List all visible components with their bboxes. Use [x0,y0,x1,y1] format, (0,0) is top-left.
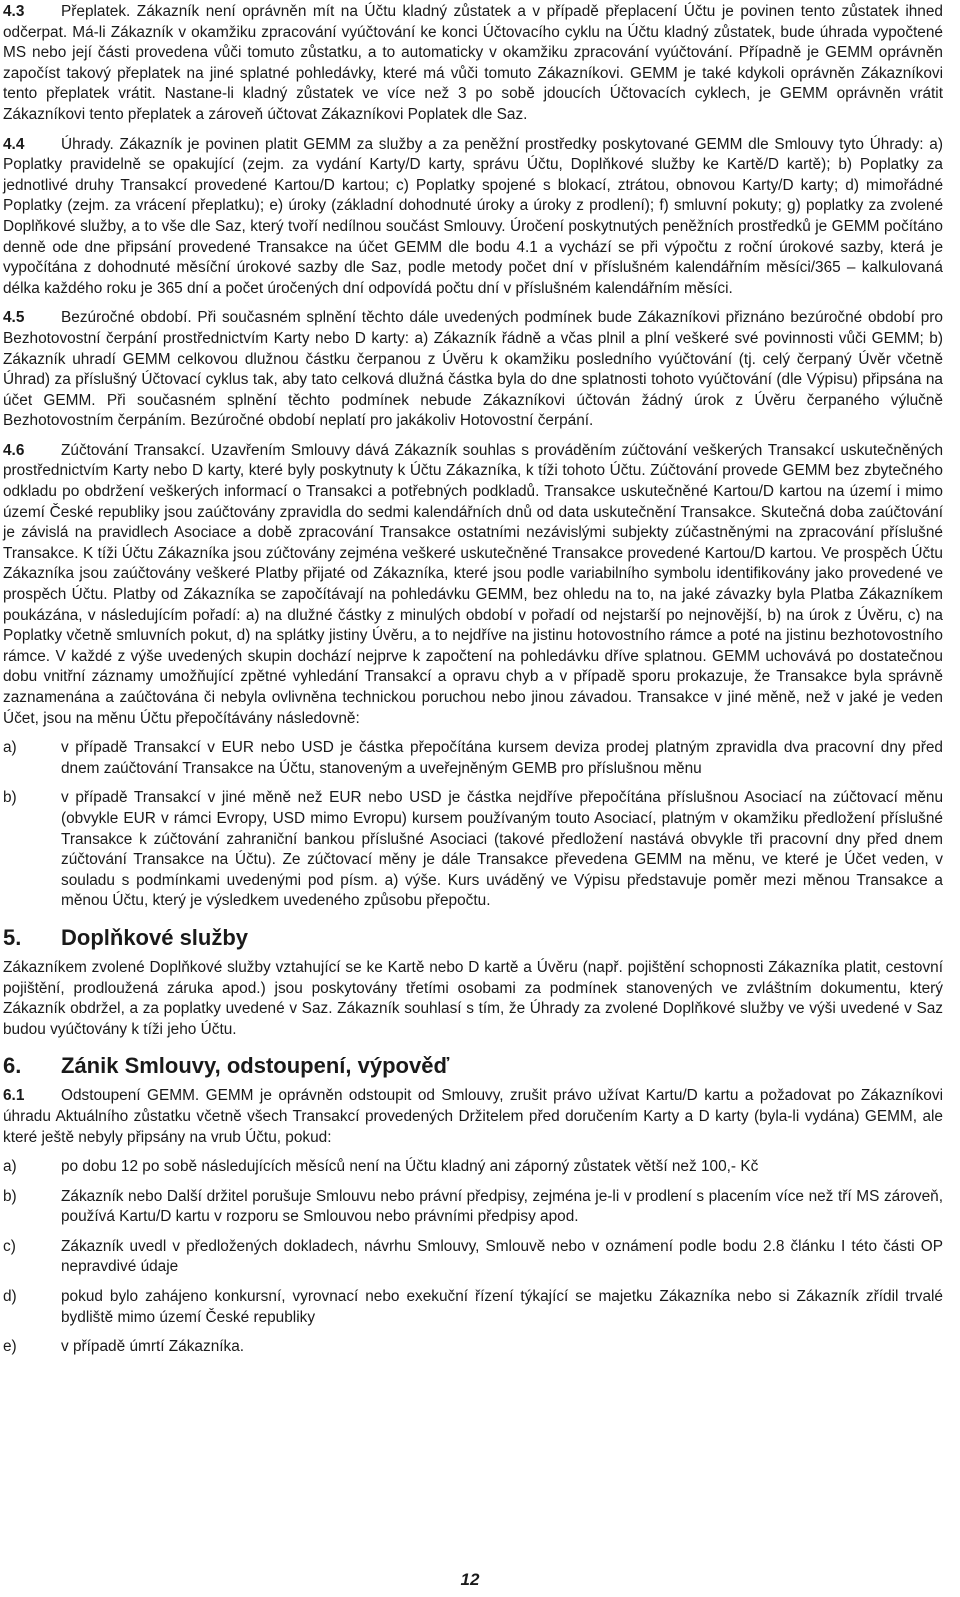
section-text: Odstoupení GEMM. GEMM je oprávněn odstoupit od Smlouvy, zrušit právo užívat Kartu/D kartu a požadovat po Zákazníkovi úhradu Aktuálního zůstatku včetně všech Transakcí provedených Držitelem před doručením Karty a D karty (byla-li vydána) GEMM, ale které ještě nebyly připsány na vrub Účtu, pokud: [3,1087,943,1146]
section-heading-5 [3,924,943,952]
heading-number: 5. [3,924,22,950]
heading-title: Zánik Smlouvy, odstoupení, výpověď [61,1053,450,1079]
list-item [3,1187,943,1228]
list-item [3,1157,943,1178]
list-label: d) [3,1288,17,1306]
list-item [3,738,943,779]
section-text: Zúčtování Transakcí. Uzavřením Smlouvy dává Zákazník souhlas s prováděním zúčtování veškerých Transakcí uskutečněných prostřednictvím Karty nebo D karty, které byly poskytnuty k Účtu Zákazníka, k tíži tohoto Účtu. Zúčtování provede GEMM bez zbytečného odkladu po obdržení veškerých informací o Transakci a potřebných podkladů. Transakce uskutečněné Kartou/D kartou na území i mimo území České republiky jsou zaúčtovány zpravidla do sedmi kalendářních dnů od data uskutečnění Transakce. Skutečná doba zaúčtování je závislá na pravidlech Asociace a době zpracování Transakce ostatními nezávislými subjekty zúčastněnými na zpracování příslušné Transakce. K tíži Účtu Zákazníka jsou zúčtovány zejména veškeré uskutečněné Transakce provedené Kartou/D kartou. Ve prospěch Účtu Zákazníka jsou zaúčtovány veškeré Platby přijaté od Zákazníka, které jsou podle variabilního symbolu identifikovány jako provedené ve prospěch Účtu. Platby od Zákazníka se započítávají na pohledávku GEMM, bez ohledu na to, na jaké závazky byla Platba Zákazníkem poukázána, v následujícím pořadí: a) na dlužné částky z minulých období v pořadí od nejstarší po nejnovější, b) na úrok z Úvěru, c) na Poplatky včetně smluvních pokut, d) na splátky jistiny Úvěru, a to nejdříve na jistinu hotovostního rámce a poté na jistinu bezhotovostního rámce. V každé z výše uvedených skupin dochází nejprve k započtení na pohledávku dříve splatnou. GEMM uchovává po dostatečnou dobu vnitřní záznamy umožňující zpětné vyhledání Transakcí a opravu chyb a v případě sporu prokazuje, že Transakce byla správně zaznamenána a zaúčtována či nebyla ovlivněna technickou poruchou nebo jinou závadou. Transakce v jiné měně, než v jaké je veden Účet, jsou na měnu Účtu přepočítávány následovně: [3,441,943,727]
section-4-6 [3,441,943,729]
list-label: b) [3,789,17,807]
page-number: 12 [460,1570,480,1589]
list-text: pokud bylo zahájeno konkursní, vyrovnací nebo exekuční řízení týkající se majetku Zákazníka nebo si Zákazník zřídil trvalé bydliště mimo území České republiky [61,1288,943,1326]
list-label: a) [3,1158,17,1176]
list-text: v případě Transakcí v EUR nebo USD je částka přepočítána kursem deviza prodej platným zpravidla dva pracovní dny před dnem zaúčtování Transakce na Účtu, stanoveným a uveřejněným GEMB pro příslušnou měnu [61,739,943,777]
list-text: po dobu 12 po sobě následujících měsíců není na Účtu kladný ani záporný zůstatek větší než 100,- Kč [61,1158,759,1176]
section-5-text: Zákazníkem zvolené Doplňkové služby vztahující se ke Kartě nebo D kartě a Úvěru (např. pojištění schopnosti Zákazníka platit, cestovní pojištění, prodloužená záruka apod.) jsou poskytovány třetími osobami za podmínek stanovených ve zvláštním dokumentu, který Zákazník obdržel, a za poplatky uvedené v Saz. Zákazník souhlasí s tím, že Úhrady za zvolené Doplňkové služby ve výši uvedené v Saz budou vyúčtovány k tíži jeho Účtu. [3,958,943,1038]
list-item [3,1337,943,1358]
section-number: 4.4 [3,135,25,153]
list-label: c) [3,1237,16,1255]
heading-number: 6. [3,1053,22,1079]
list-text: v případě Transakcí v jiné měně než EUR nebo USD je částka nejdříve přepočítána příslušnou Asociací na zúčtovací měnu (obvykle EUR v rámci Evropy, USD mimo Evropu) kursem používaným touto Asociací, platným v okamžiku předložení příslušné Transakce k zúčtování zahraniční bankou příslušné Asociaci (takové předložení nastává obvykle tři pracovní dny před dnem zúčtování Transakce na Účtu). Ze zúčtovací měny je dále Transakce převedena GEMM na měnu, ve které je Účet veden, v souladu s podmínkami uvedenými pod písm. a) výše. Kurs uváděný ve Výpisu představuje poměr mezi měnou Transakce a měnou Účtu, který je výsledkem uvedeného způsobu přepočtu. [61,789,943,910]
list-item [3,788,943,912]
section-number: 4.5 [3,309,25,327]
section-4-4 [3,135,943,300]
heading-title: Doplňkové služby [61,924,249,950]
section-text: Přeplatek. Zákazník není oprávněn mít na Účtu kladný zůstatek a v případě přeplacení Účtu je povinen tento zůstatek ihned odčerpat. Má-li Zákazník v okamžiku zpracování vyúčtování ke konci Účtovacího cyklu na Účtu kladný zůstatek, bude úhrada vypočtené MS nebo její části provedena vůči tomuto zůstatku, a to automaticky v okamžiku zpracování vyúčtování. Případně je GEMM oprávněn započíst takový přeplatek na jiné splatné pohledávky, které má vůči tomuto Zákazníkovi. GEMM je také kdykoli oprávněn Zákazníkovi tento přeplatek vrátit. Nastane-li kladný zůstatek ve více než 3 po sobě jdoucích Účtovacích cyklech, je GEMM oprávněn vrátit Zákazníkovi tento přeplatek a zároveň účtovat Zákazníkovi Poplatek dle Saz. [3,3,943,123]
section-4-5 [3,308,943,432]
section-text: Úhrady. Zákazník je povinen platit GEMM za služby a za peněžní prostředky poskytované GEMM dle Smlouvy tyto Úhrady: a) Poplatky pravidelně se opakující (zejm. za vydání Karty/D karty, správu Účtu, Doplňkové služby ke Kartě/D kartě); b) Poplatky za jednotlivé druhy Transakcí provedené Kartou/D kartou; c) Poplatky spojené s blokací, ztrátou, obnovou Karty/D karty; d) mimořádné Poplatky (zejm. za vrácení přeplatku); e) úroky (základní dohodnuté úroky a úroky z prodlení); f) smluvní pokuty; g) poplatky za zvolené Doplňkové služby, a to vše dle Saz, který tvoří nedílnou součást Smlouvy. Úročení poskytnutých peněžních prostředků je GEMM počítáno denně ode dne připsání provedené Transakce na účet GEMM dle bodu 4.1 a vychází se při výpočtu z roční úrokové sazby, která je vypočítána z dohodnuté měsíční úrokové sazby dle Saz, podle metody počet dní v příslušném kalendářním měsíci/365 – kalkulovaná délka každého roku je 365 dní a počet úročených dní odpovídá počtu dní v příslušném kalendářním měsíci. [3,135,943,297]
list-text: Zákazník uvedl v předložených dokladech, návrhu Smlouvy, Smlouvě nebo v oznámení podle bodu 2.8 článku I této části OP nepravdivé údaje [61,1237,943,1276]
section-number: 6.1 [3,1087,25,1105]
list-label: a) [3,739,17,757]
list-item [3,1237,943,1278]
list-text: Zákazník nebo Další držitel porušuje Smlouvu nebo právní předpisy, zejména je-li v prodlení s placením více než tří MS zároveň, používá Kartu/D kartu v rozporu se Smlouvou nebo právními předpisy apod. [61,1187,943,1226]
section-number: 4.6 [3,441,25,459]
list-label: e) [3,1338,17,1356]
section-4-3 [3,2,943,126]
section-heading-6 [3,1052,943,1080]
section-6-1 [3,1086,943,1148]
list-item [3,1287,943,1328]
section-number: 4.3 [3,3,25,20]
section-text: Bezúročné období. Při současném splnění těchto dále uvedených podmínek bude Zákazníkovi přiznáno bezúročné období pro Bezhotovostní čerpání prostřednictvím Karty nebo D karty: a) Zákazník řádně a včas plnil a plní veškeré své povinnosti vůči GEMM; b) Zákazník uhradí GEMM celkovou dlužnou částku čerpanou z Úvěru k okamžiku posledního vyúčtování (tj. celý čerpaný Úvěr včetně Úhrad) za příslušný Účtovací cyklus tak, aby tato celková dlužná částka byla do dne splatnosti tohoto vyúčtování (dle Výpisu) připsána na účet GEMM. Při současném splnění těchto podmínek nebude Zákazníkovi účtován žádný úrok z Úvěru čerpaného výlučně Bezhotovostním čerpáním. Bezúročné období neplatí pro jakákoliv Hotovostní čerpání. [3,309,943,430]
document-page [3,0,943,1358]
list-text: v případě úmrtí Zákazníka. [61,1338,245,1356]
list-label: b) [3,1187,17,1205]
